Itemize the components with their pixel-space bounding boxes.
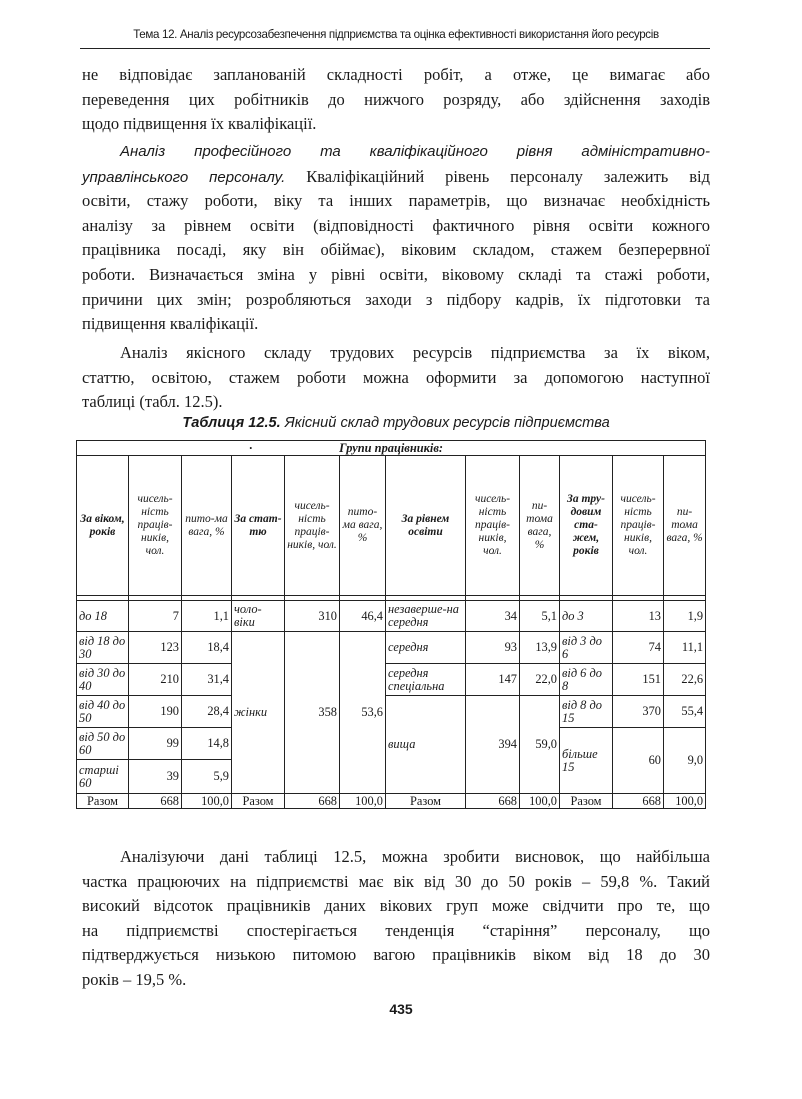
- exp-label: від 6 до 8: [560, 664, 613, 696]
- age-share: 28,4: [182, 696, 232, 728]
- dot-mark: ·: [249, 440, 253, 455]
- total-share: 100,0: [664, 794, 706, 809]
- text-line: Аналіз якісного складу трудових ресурсів підприємства за їх віком,: [120, 343, 710, 362]
- text-line: років – 19,5 %.: [82, 969, 187, 989]
- exp-count: 74: [613, 632, 664, 664]
- total-row: [77, 794, 706, 809]
- exp-share: 55,4: [664, 696, 706, 728]
- text-line: не відповідає запланованій складності робіт, а отже, це вимагає або: [82, 65, 710, 84]
- edu-label: вища: [386, 696, 466, 794]
- header-count: чисель-ність праців-ників, чол.: [129, 456, 182, 596]
- sex-label: чоло-віки: [232, 601, 285, 632]
- edu-label: середня спеціальна: [386, 664, 466, 696]
- header-rule: [80, 48, 710, 49]
- age-label: до 18: [77, 601, 129, 632]
- age-label: від 50 до 60: [77, 728, 129, 760]
- exp-label: більше 15: [560, 728, 613, 794]
- edu-share: 59,0: [520, 696, 560, 794]
- age-share: 5,9: [182, 760, 232, 794]
- text-line: високий відсоток працівників даних вікових груп може свідчити про те, що: [82, 896, 710, 916]
- header-education: За рівнем освіти: [386, 456, 466, 596]
- exp-share: 9,0: [664, 728, 706, 794]
- age-share: 1,1: [182, 601, 232, 632]
- text-line: [82, 165, 710, 190]
- text-line: роботи. Визначається зміна у рівні освіти, віковому складі та стажі роботи,: [82, 264, 710, 284]
- age-share: 18,4: [182, 632, 232, 664]
- age-label: старші 60: [77, 760, 129, 794]
- text-line: працівника посаді, яку він обіймає), віковим складом, стажем безперервної: [82, 240, 710, 260]
- age-label: від 40 до 50: [77, 696, 129, 728]
- text-line: щодо підвищення їх кваліфікації.: [82, 114, 317, 134]
- text-line: переведення цих робітників до нижчого розряду, або здійснення заходів: [82, 89, 710, 109]
- age-count: 190: [129, 696, 182, 728]
- table-row: [77, 601, 706, 632]
- age-share: 31,4: [182, 664, 232, 696]
- table-caption-label: Таблиця 12.5.: [182, 415, 281, 431]
- total-label: Разом: [232, 794, 285, 809]
- exp-label: до 3: [560, 601, 613, 632]
- edu-share: 13,9: [520, 632, 560, 664]
- text-line: статтю, освітою, стажем роботи можна оформити за допомогою наступної: [82, 367, 710, 387]
- header-experience: За тру-довим ста-жем, років: [560, 456, 613, 596]
- sex-share: 53,6: [340, 632, 386, 794]
- exp-share: 11,1: [664, 632, 706, 664]
- exp-count: 151: [613, 664, 664, 696]
- staff-composition-table: [76, 440, 706, 809]
- table-caption: [82, 415, 710, 431]
- edu-count: 147: [466, 664, 520, 696]
- table-caption-text: Якісний склад трудових ресурсів підприємства: [280, 415, 610, 431]
- text-line: на підприємстві спостерігається тенденція “старіння” персоналу, що: [82, 920, 710, 940]
- sex-count: 358: [285, 632, 340, 794]
- exp-label: від 8 до 15: [560, 696, 613, 728]
- section-heading-end: управлінського персоналу.: [82, 168, 286, 186]
- sex-count: 310: [285, 601, 340, 632]
- total-count: 668: [613, 794, 664, 809]
- age-count: 39: [129, 760, 182, 794]
- paragraph-3: [82, 341, 710, 415]
- header-share: пи-тома вага, %: [664, 456, 706, 596]
- running-head: Тема 12. Аналіз ресурсозабезпечення підприємства та оцінка ефективності використання його ресурсів: [133, 28, 659, 41]
- header-share: пито-ма вага, %: [182, 456, 232, 596]
- text-line: підтверджується низькою питомою вагою працівників віком від 18 до 30: [82, 945, 710, 965]
- header-share: пи-тома вага, %: [520, 456, 560, 596]
- groups-header: · Групи працівників:: [77, 441, 706, 456]
- total-share: 100,0: [182, 794, 232, 809]
- total-label: Разом: [77, 794, 129, 809]
- exp-share: 1,9: [664, 601, 706, 632]
- text-line: аналізу за рівнем освіти (відповідності фактичного рівня освіти кожного: [82, 215, 710, 235]
- exp-label: від 3 до 6: [560, 632, 613, 664]
- age-label: від 30 до 40: [77, 664, 129, 696]
- total-label: Разом: [386, 794, 466, 809]
- header-count: чисель-ність праців-ників, чол.: [613, 456, 664, 596]
- paragraph-4: [82, 845, 710, 993]
- header-count: чисель-ність праців-ників, чол.: [285, 456, 340, 596]
- total-label: Разом: [560, 794, 613, 809]
- paragraph-2: [82, 140, 710, 337]
- header-count: чисель-ність праців-ників, чол.: [466, 456, 520, 596]
- section-heading: Аналіз професійного та кваліфікаційного рівня адміністративно-: [120, 143, 710, 160]
- text-line: частка працюючих на підприємстві має вік від 30 до 50 років – 59,8 %. Такий: [82, 871, 710, 891]
- text-line: Аналізуючи дані таблиці 12.5, можна зробити висновок, що найбільша: [120, 847, 710, 866]
- age-count: 99: [129, 728, 182, 760]
- edu-count: 34: [466, 601, 520, 632]
- text-line: підвищення кваліфікації.: [82, 314, 259, 334]
- exp-count: 60: [613, 728, 664, 794]
- edu-label: середня: [386, 632, 466, 664]
- age-label: від 18 до 30: [77, 632, 129, 664]
- age-count: 7: [129, 601, 182, 632]
- text-fragment: Кваліфікаційний рівень персоналу залежить від: [285, 166, 710, 186]
- header-sex: За стат-тю: [232, 456, 285, 596]
- total-share: 100,0: [340, 794, 386, 809]
- paragraph-1: [82, 63, 710, 137]
- table-row: [77, 664, 706, 696]
- edu-count: 93: [466, 632, 520, 664]
- edu-share: 5,1: [520, 601, 560, 632]
- exp-count: 370: [613, 696, 664, 728]
- table-row: [77, 696, 706, 728]
- total-share: 100,0: [520, 794, 560, 809]
- table-row: [77, 632, 706, 664]
- text-line: таблиці (табл. 12.5).: [82, 392, 223, 412]
- total-count: 668: [285, 794, 340, 809]
- total-count: 668: [129, 794, 182, 809]
- exp-count: 13: [613, 601, 664, 632]
- text-line: причини цих змін; розробляються заходи з підбору кадрів, їх підготовки та: [82, 289, 710, 309]
- exp-share: 22,6: [664, 664, 706, 696]
- age-count: 123: [129, 632, 182, 664]
- edu-count: 394: [466, 696, 520, 794]
- page-number: 435: [389, 1001, 413, 1017]
- total-count: 668: [466, 794, 520, 809]
- text-line: освіти, стажу роботи, віку та інших параметрів, що визначає необхідність: [82, 191, 710, 211]
- header-share: пито-ма вага, %: [340, 456, 386, 596]
- edu-share: 22,0: [520, 664, 560, 696]
- sex-label: жінки: [232, 632, 285, 794]
- age-share: 14,8: [182, 728, 232, 760]
- age-count: 210: [129, 664, 182, 696]
- header-age: За віком, років: [77, 456, 129, 596]
- sex-share: 46,4: [340, 601, 386, 632]
- edu-label: незаверше-на середня: [386, 601, 466, 632]
